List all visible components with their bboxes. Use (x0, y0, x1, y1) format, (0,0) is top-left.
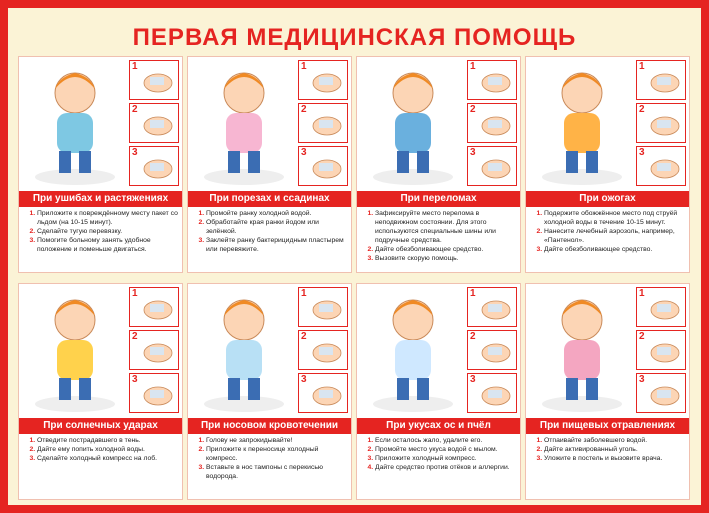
step-thumbnails (298, 60, 348, 189)
step-number: 2 (301, 331, 307, 342)
step-thumbnail (636, 103, 686, 143)
step-thumbnail (467, 103, 517, 143)
step-thumbnail (298, 146, 348, 186)
card-heading: При переломах (357, 191, 520, 207)
step-thumbnail (298, 60, 348, 100)
first-aid-card (356, 56, 521, 273)
instruction-item: 3. Сделайте холодный компресс на лоб. (37, 454, 182, 463)
instruction-item: 3. Заклейте ранку бактерицидным пластырем или перевяжите. (206, 236, 351, 254)
step-number: 3 (132, 147, 138, 158)
first-aid-card (18, 56, 183, 273)
step-number: 3 (301, 374, 307, 385)
instruction-list (23, 436, 182, 463)
step-thumbnail (467, 330, 517, 370)
step-number: 2 (639, 104, 645, 115)
instruction-item: 4. Дайте средство против отёков и аллергии. (375, 463, 520, 472)
poster-title: ПЕРВАЯ МЕДИЦИНСКАЯ ПОМОЩЬ (132, 24, 577, 51)
step-thumbnail (298, 330, 348, 370)
step-thumbnail (298, 373, 348, 413)
step-thumbnail (467, 373, 517, 413)
step-number: 1 (470, 288, 476, 299)
step-thumbnails (129, 287, 179, 416)
instruction-list (192, 436, 351, 481)
instruction-item: 1. Зафиксируйте место перелома в неподвижном состоянии. Для этого используются специальные шины или подручные средства. (375, 209, 520, 245)
instruction-list (530, 436, 689, 463)
step-number: 1 (639, 61, 645, 72)
step-thumbnail (298, 103, 348, 143)
instruction-item: 2. Сделайте тугую перевязку. (37, 227, 182, 236)
step-number: 3 (470, 147, 476, 158)
step-number: 3 (639, 147, 645, 158)
instruction-list (530, 209, 689, 254)
step-number: 2 (301, 104, 307, 115)
step-thumbnail (636, 60, 686, 100)
instruction-item: 1. Отведите пострадавшего в тень. (37, 436, 182, 445)
instruction-item: 2. Дайте активированный уголь. (544, 445, 689, 454)
sun-icon (21, 286, 129, 416)
step-number: 3 (470, 374, 476, 385)
step-number: 1 (301, 61, 307, 72)
card-heading: При ушибах и растяжениях (19, 191, 182, 207)
step-thumbnails (636, 60, 686, 189)
instruction-item: 1. Голову не запрокидывайте! (206, 436, 351, 445)
step-thumbnail (636, 287, 686, 327)
instruction-item: 2. Дайте обезболивающее средство. (375, 245, 520, 254)
step-thumbnail (129, 330, 179, 370)
card-heading: При порезах и ссадинах (188, 191, 351, 207)
step-thumbnail (467, 287, 517, 327)
instruction-item: 1. Подержите обожжённое место под струёй холодной воды в течение 10-15 минут. (544, 209, 689, 227)
step-thumbnail (467, 60, 517, 100)
card-heading: При солнечных ударах (19, 418, 182, 434)
step-thumbnails (467, 60, 517, 189)
instruction-item: 3. Помогите больному занять удобное положение и поменьше двигаться. (37, 236, 182, 254)
step-number: 1 (470, 61, 476, 72)
poster-inner (8, 8, 701, 505)
step-number: 3 (301, 147, 307, 158)
card-heading: При пищевых отравлениях (526, 418, 689, 434)
step-number: 1 (132, 61, 138, 72)
step-number: 2 (470, 331, 476, 342)
step-thumbnail (298, 287, 348, 327)
card-heading: При ожогах (526, 191, 689, 207)
instruction-item: 2. Приложите к переносице холодный компресс. (206, 445, 351, 463)
step-number: 2 (132, 331, 138, 342)
step-thumbnail (467, 146, 517, 186)
step-number: 3 (132, 374, 138, 385)
step-number: 2 (470, 104, 476, 115)
food-icon (528, 286, 636, 416)
instruction-list (23, 209, 182, 254)
bee-icon (359, 286, 467, 416)
step-thumbnail (129, 287, 179, 327)
instruction-item: 2. Дайте ему попить холодной воды. (37, 445, 182, 454)
fire-icon (528, 59, 636, 189)
step-number: 2 (132, 104, 138, 115)
instruction-item: 2. Промойте место укуса водой с мылом. (375, 445, 520, 454)
card-heading: При носовом кровотечении (188, 418, 351, 434)
step-thumbnail (129, 373, 179, 413)
step-thumbnail (129, 146, 179, 186)
step-thumbnail (129, 103, 179, 143)
card-heading: При укусах ос и пчёл (357, 418, 520, 434)
step-thumbnails (467, 287, 517, 416)
step-number: 3 (639, 374, 645, 385)
first-aid-card (525, 56, 690, 273)
step-number: 1 (639, 288, 645, 299)
instruction-item: 3. Вызовите скорую помощь. (375, 254, 520, 263)
first-aid-card (356, 283, 521, 500)
step-number: 1 (301, 288, 307, 299)
step-thumbnails (636, 287, 686, 416)
step-number: 1 (132, 288, 138, 299)
instruction-item: 3. Вставьте в нос тампоны с перекисью водорода. (206, 463, 351, 481)
instruction-item: 3. Уложите в постель и вызовите врача. (544, 454, 689, 463)
instruction-item: 1. Если осталось жало, удалите его. (375, 436, 520, 445)
instruction-list (361, 209, 520, 263)
step-number: 2 (639, 331, 645, 342)
instruction-item: 3. Приложите холодный компресс. (375, 454, 520, 463)
bandage-icon (21, 59, 129, 189)
step-thumbnail (636, 330, 686, 370)
scissors-icon (190, 59, 298, 189)
first-aid-card (187, 56, 352, 273)
step-thumbnails (298, 287, 348, 416)
instruction-item: 3. Дайте обезболивающее средство. (544, 245, 689, 254)
bone-icon (359, 59, 467, 189)
instruction-item: 2. Обработайте края ранки йодом или зелёнкой. (206, 218, 351, 236)
first-aid-card (525, 283, 690, 500)
instruction-item: 1. Приложите к повреждённому месту пакет со льдом (на 10-15 минут). (37, 209, 182, 227)
nose-icon (190, 286, 298, 416)
instruction-list (192, 209, 351, 254)
instruction-item: 1. Промойте ранку холодной водой. (206, 209, 351, 218)
step-thumbnail (636, 146, 686, 186)
instruction-list (361, 436, 520, 472)
first-aid-card (18, 283, 183, 500)
instruction-item: 1. Отпаивайте заболевшего водой. (544, 436, 689, 445)
instruction-item: 2. Нанесите лечебный аэрозоль, например, «Пантенол». (544, 227, 689, 245)
step-thumbnails (129, 60, 179, 189)
step-thumbnail (129, 60, 179, 100)
first-aid-card (187, 283, 352, 500)
step-thumbnail (636, 373, 686, 413)
